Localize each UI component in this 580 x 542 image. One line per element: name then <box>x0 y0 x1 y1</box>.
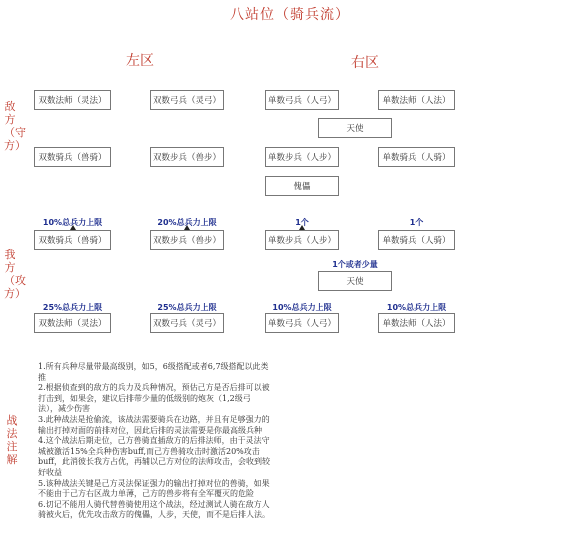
enemy-box-left-mage: 双数法师（灵法） <box>34 90 111 110</box>
side-label-enemy: 敌方（守方） <box>4 100 26 152</box>
enemy-box-right-cavalry: 单数骑兵（人骑） <box>378 147 455 167</box>
page-title: 八站位（骑兵流） <box>230 7 350 23</box>
note-item: 4.这个战法后期走位，己方兽骑直插敌方的后排法师，由于灵法守城被激活15%全兵种伤害buff,而己方兽骑攻击时激活20%攻击buff，此消彼长我方占优，再辅以己方对位的法师攻击，会收到较好收益 <box>38 436 270 477</box>
ours-cap-left-mage: 25%总兵力上限 <box>42 303 103 312</box>
ours-cap-left-archer: 25%总兵力上限 <box>157 303 217 312</box>
ours-cap-right-mage: 10%总兵力上限 <box>386 303 447 312</box>
ours-box-right-infantry: 单数步兵（人步） <box>265 230 339 250</box>
note-item: 6.切记不能用人骑代替兽骑使用这个战法，经过测试人骑在敌方人骑被火后，优先攻击敌方的傀儡，人步，天使，而不是后排人法。 <box>38 499 270 520</box>
enemy-box-right-infantry: 单数步兵（人步） <box>265 147 339 167</box>
enemy-box-right-mage: 单数法师（人法） <box>378 90 455 110</box>
ours-cap-angel: 1个或者少量 <box>332 260 378 269</box>
ours-box-angel: 天使 <box>318 271 392 291</box>
ours-box-left-cavalry: 双数骑兵（兽骑） <box>34 230 111 250</box>
enemy-box-left-archer: 双数弓兵（灵弓） <box>150 90 224 110</box>
ours-cap-left-cavalry: 10%总兵力上限 <box>42 218 103 227</box>
side-label-ours: 我方（攻方） <box>4 248 26 300</box>
ours-cap-right-infantry: 1个 <box>295 218 309 227</box>
ours-box-right-mage: 单数法师（人法） <box>378 313 455 333</box>
ours-cap-right-archer: 10%总兵力上限 <box>272 303 332 312</box>
zone-right-label: 右区 <box>351 55 379 71</box>
ours-box-left-archer: 双数弓兵（灵弓） <box>150 313 224 333</box>
enemy-box-angel: 天使 <box>318 118 392 138</box>
ours-box-right-archer: 单数弓兵（人弓） <box>265 313 339 333</box>
note-item: 2.根据侦查到的敌方的兵力及兵种情况，预估己方是否后排可以被打击到，如果会，建议后排带少量的低级别的炮灰（1,2级弓法），减少伤害 <box>38 383 270 414</box>
enemy-box-left-infantry: 双数步兵（兽步） <box>150 147 224 167</box>
zone-left-label: 左区 <box>126 53 154 69</box>
enemy-box-left-cavalry: 双数骑兵（兽骑） <box>34 147 111 167</box>
tactics-notes <box>38 362 270 521</box>
enemy-box-puppet: 傀儡 <box>265 176 339 196</box>
note-item: 5.该种战法关键是己方灵法保证强力的输出打掉对位的兽骑，如果不能由于己方右区战力单薄，己方的兽步将有全军覆灭的危险 <box>38 478 270 499</box>
note-item: 3.此种战法是抢偷流，该战法需要骑兵在边路，并且有足够强力的输出打掉对面的前排对位，因此后排的灵法需要是你最高级兵种 <box>38 414 270 435</box>
ours-cap-left-infantry: 20%总兵力上限 <box>157 218 217 227</box>
ours-box-right-cavalry: 单数骑兵（人骑） <box>378 230 455 250</box>
side-label-tactics: 战法注解 <box>6 414 18 466</box>
enemy-box-right-archer: 单数弓兵（人弓） <box>265 90 339 110</box>
ours-cap-right-cavalry: 1个 <box>409 218 424 227</box>
ours-box-left-mage: 双数法师（灵法） <box>34 313 111 333</box>
note-item: 1.所有兵种尽量带最高级别，如5，6级搭配或者6,7级搭配以此类推 <box>38 362 269 382</box>
ours-box-left-infantry: 双数步兵（兽步） <box>150 230 224 250</box>
